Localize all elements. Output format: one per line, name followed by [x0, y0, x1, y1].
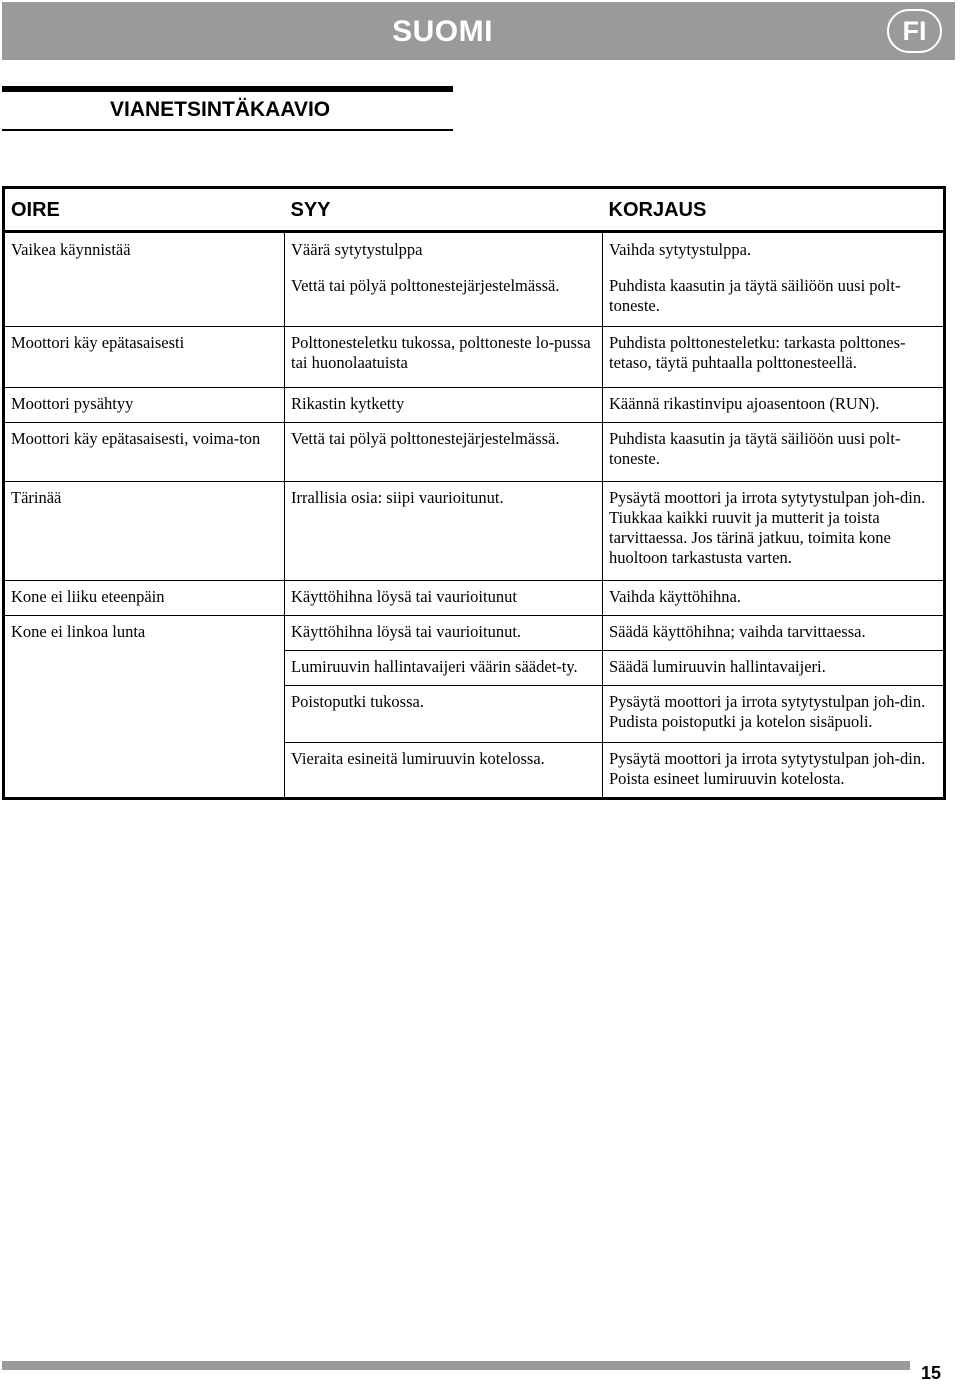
remedy-cell: Säädä lumiruuvin hallintavaijeri.	[603, 651, 945, 686]
symptom-cell: Vaikea käynnistää	[11, 240, 131, 259]
remedy-cell: Puhdista kaasutin ja täytä säiliöön uusi polt-toneste.	[603, 423, 945, 482]
remedy-cell: Pysäytä moottori ja irrota sytytystulpan joh-din. Tiukkaa kaikki ruuvit ja mutterit ja toista tarvittaessa. Jos tärinä jatkuu, toimita kone huoltoon tarkastusta varten.	[603, 482, 945, 581]
cause-cell: Vettä tai pölyä polttonestejärjestelmässä.	[285, 276, 603, 327]
table-row	[4, 482, 945, 581]
cause-cell: Irrallisia osia: siipi vaurioitunut.	[285, 482, 603, 581]
symptom-cell: Kone ei liiku eteenpäin	[4, 581, 285, 616]
symptom-cell: Moottori käy epätasaisesti, voima-ton	[4, 423, 285, 482]
remedy-cell: Puhdista kaasutin ja täytä säiliöön uusi polt-toneste.	[603, 276, 945, 327]
column-header-symptom: OIRE	[4, 188, 285, 232]
cause-cell: Rikastin kytketty	[285, 388, 603, 423]
troubleshooting-table	[2, 186, 946, 800]
table-row	[4, 327, 945, 388]
remedy-cell: Puhdista polttonesteletku: tarkasta polttones-tetaso, täytä puhtaalla polttonesteellä.	[603, 327, 945, 388]
cause-cell: Vieraita esineitä lumiruuvin kotelossa.	[285, 743, 603, 799]
remedy-cell: Pysäytä moottori ja irrota sytytystulpan joh-din. Pudista poistoputki ja kotelon sisäpuoli.	[603, 686, 945, 743]
page-header-title: SUOMI	[392, 15, 493, 48]
table-row	[4, 232, 945, 277]
column-header-remedy: KORJAUS	[603, 188, 945, 232]
footer-bar	[2, 1361, 910, 1370]
symptom-cell: Kone ei linkoa lunta	[4, 616, 285, 799]
remedy-cell: Pysäytä moottori ja irrota sytytystulpan joh-din. Poista esineet lumiruuvin kotelosta.	[603, 743, 945, 799]
table-row	[4, 423, 945, 482]
symptom-cell: Moottori käy epätasaisesti	[4, 327, 285, 388]
symptom-cell: Tärinää	[4, 482, 285, 581]
cause-cell: Väärä sytytystulppa	[285, 232, 603, 277]
title-rule-bottom	[2, 129, 453, 131]
symptom-cell: Moottori pysähtyy	[4, 388, 285, 423]
section-title: VIANETSINTÄKAAVIO	[110, 98, 331, 121]
cause-cell: Lumiruuvin hallintavaijeri väärin säädet-ty.	[285, 651, 603, 686]
table-row	[4, 616, 945, 651]
page-number: 15	[921, 1363, 942, 1383]
table-header-row	[4, 188, 945, 232]
remedy-cell: Vaihda käyttöhihna.	[603, 581, 945, 616]
table-row	[4, 581, 945, 616]
remedy-cell: Säädä käyttöhihna; vaihda tarvittaessa.	[603, 616, 945, 651]
cause-cell: Polttonesteletku tukossa, polttoneste lo-pussa tai huonolaatuista	[285, 327, 603, 388]
remedy-cell: Vaihda sytytystulppa.	[603, 232, 945, 277]
remedy-cell: Käännä rikastinvipu ajoasentoon (RUN).	[603, 388, 945, 423]
cause-cell: Poistoputki tukossa.	[285, 686, 603, 743]
column-header-cause: SYY	[285, 188, 603, 232]
title-rule-top	[2, 86, 453, 92]
cause-cell: Käyttöhihna löysä tai vaurioitunut.	[285, 616, 603, 651]
table-row	[4, 276, 945, 327]
cause-cell: Käyttöhihna löysä tai vaurioitunut	[285, 581, 603, 616]
symptom-cell	[4, 276, 285, 327]
table-row	[4, 388, 945, 423]
language-badge: FI	[887, 9, 942, 53]
cause-cell: Vettä tai pölyä polttonestejärjestelmässä.	[285, 423, 603, 482]
